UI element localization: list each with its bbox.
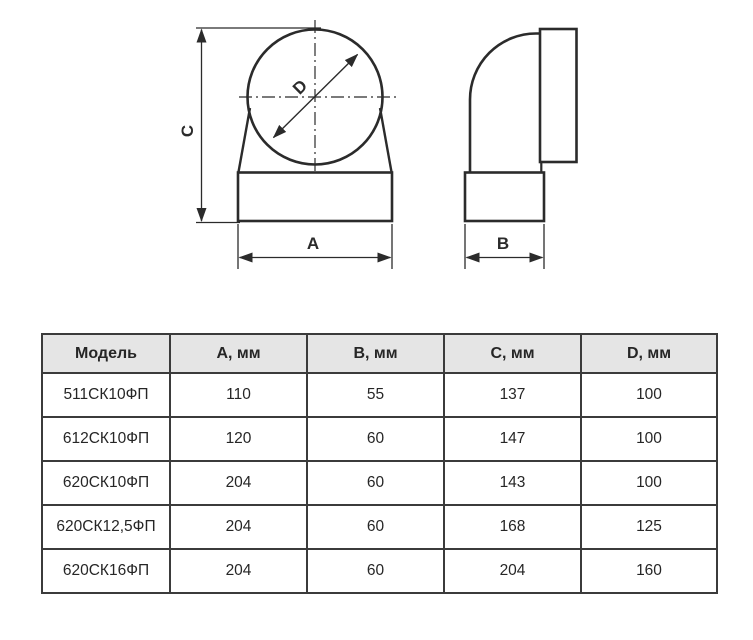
diameter-dim-label: D [289,76,312,99]
table-cell: 204 [444,549,581,593]
header-row [42,334,717,373]
table-cell: 143 [444,461,581,505]
model-cell: 620СК10ФП [42,461,170,505]
table-cell: 120 [170,417,307,461]
table-row [42,505,717,549]
model-cell: 620СК16ФП [42,549,170,593]
col-header-b: B, мм [307,334,444,373]
table-cell: 160 [581,549,717,593]
right-slant-edge [380,108,392,172]
table-cell: 60 [307,417,444,461]
dimension-drawing [0,0,753,300]
side-base-rect [465,173,544,222]
table-cell: 168 [444,505,581,549]
table-cell: 100 [581,461,717,505]
model-cell: 612СК10ФП [42,417,170,461]
col-header-model: Модель [42,334,170,373]
table-cell: 100 [581,373,717,417]
side-view [465,29,577,269]
table-cell: 125 [581,505,717,549]
table-cell: 60 [307,549,444,593]
table-cell: 60 [307,505,444,549]
left-slant-edge [239,108,251,172]
table-row [42,549,717,593]
table-cell: 204 [170,549,307,593]
model-cell: 511СК10ФП [42,373,170,417]
front-view [178,20,397,269]
table-cell: 55 [307,373,444,417]
height-dim-label: C [178,124,197,138]
front-base-rect [238,173,392,222]
depth-dim-label: B [496,234,510,253]
table-row [42,461,717,505]
side-flange-rect [540,29,577,162]
width-dim-label: A [306,234,320,253]
col-header-a: A, мм [170,334,307,373]
table-row [42,417,717,461]
table-cell: 110 [170,373,307,417]
table-cell: 60 [307,461,444,505]
table-cell: 204 [170,461,307,505]
model-cell: 620СК12,5ФП [42,505,170,549]
table-row [42,373,717,417]
elbow-outer-profile [470,34,541,173]
col-header-c: C, мм [444,334,581,373]
table-cell: 100 [581,417,717,461]
table-cell: 204 [170,505,307,549]
col-header-d: D, мм [581,334,717,373]
table-cell: 137 [444,373,581,417]
spec-table [41,333,718,594]
table-cell: 147 [444,417,581,461]
